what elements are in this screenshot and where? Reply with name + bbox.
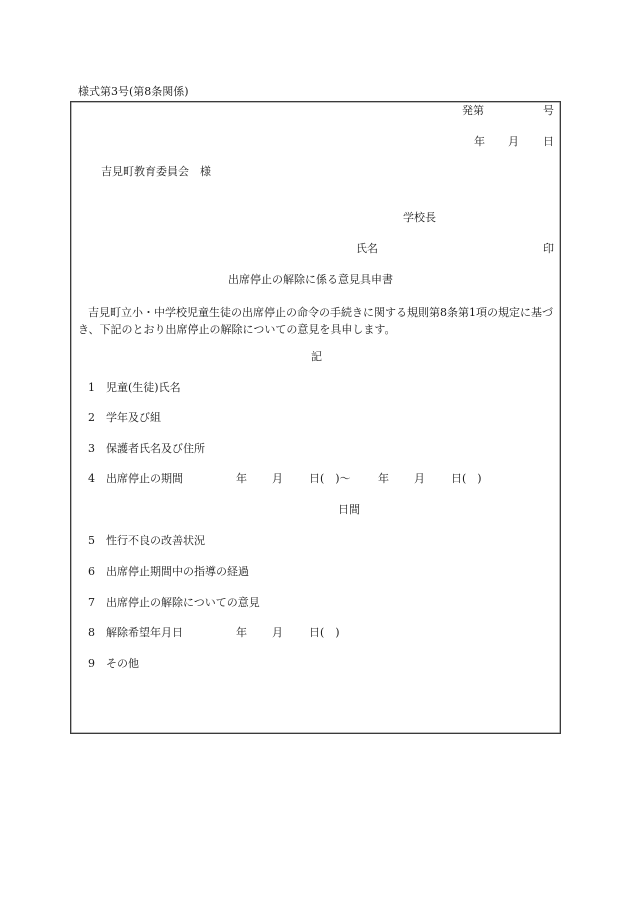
item-8 bbox=[88, 627, 183, 638]
item-1 bbox=[88, 382, 181, 393]
item-label: 出席停止の解除についての意見 bbox=[106, 596, 260, 609]
issue-number-prefix: 発第 bbox=[462, 104, 484, 117]
period-end-day: 日( ) bbox=[451, 472, 482, 485]
date-month-label: 月 bbox=[508, 135, 519, 148]
item-number: 5 bbox=[88, 534, 95, 547]
body-paragraph: 吉見町立小・中学校児童生徒の出席停止の命令の手続きに関する規則第8条第1項の規定に基づき、下記のとおり出席停止の解除についての意見を具申します。 bbox=[78, 306, 553, 336]
item-number: 8 bbox=[88, 626, 95, 639]
release-month: 月 bbox=[272, 626, 283, 639]
ki-heading: 記 bbox=[311, 350, 322, 363]
period-days-label: 日間 bbox=[338, 503, 360, 516]
release-day: 日( ) bbox=[309, 626, 340, 639]
item-label: 学年及び組 bbox=[106, 411, 161, 424]
item-label: 児童(生徒)氏名 bbox=[106, 381, 181, 394]
item-2 bbox=[88, 412, 161, 423]
item-7 bbox=[88, 597, 260, 608]
period-end-month: 月 bbox=[414, 472, 425, 485]
item-label: 性行不良の改善状況 bbox=[106, 534, 205, 547]
item-label: その他 bbox=[106, 657, 139, 670]
item-number: 3 bbox=[88, 442, 95, 455]
period-start-year: 年 bbox=[236, 472, 247, 485]
item-3 bbox=[88, 443, 205, 454]
item-6 bbox=[88, 566, 249, 577]
item-label: 出席停止期間中の指導の経過 bbox=[106, 565, 249, 578]
item-number: 2 bbox=[88, 411, 95, 424]
form-number-label: 様式第3号(第8条関係) bbox=[78, 85, 189, 98]
item-9 bbox=[88, 658, 139, 669]
item-label: 解除希望年月日 bbox=[106, 626, 183, 639]
item-number: 6 bbox=[88, 565, 95, 578]
date-day-label: 日 bbox=[543, 135, 554, 148]
period-start-day: 日( )〜 bbox=[309, 472, 351, 485]
item-number: 9 bbox=[88, 657, 95, 670]
period-start-month: 月 bbox=[272, 472, 283, 485]
item-4 bbox=[88, 473, 183, 484]
sender-title: 学校長 bbox=[403, 211, 436, 224]
seal-mark: 印 bbox=[543, 242, 554, 255]
date-year-label: 年 bbox=[474, 135, 485, 148]
item-label: 出席停止の期間 bbox=[106, 472, 183, 485]
item-number: 7 bbox=[88, 596, 95, 609]
item-label: 保護者氏名及び住所 bbox=[106, 442, 205, 455]
item-5 bbox=[88, 535, 205, 546]
document-title: 出席停止の解除に係る意見具申書 bbox=[228, 273, 393, 286]
item-number: 1 bbox=[88, 381, 95, 394]
period-end-year: 年 bbox=[378, 472, 389, 485]
addressee: 吉見町教育委員会 様 bbox=[101, 165, 211, 178]
name-label: 氏名 bbox=[356, 242, 378, 255]
issue-number-suffix: 号 bbox=[543, 104, 554, 117]
item-number: 4 bbox=[88, 472, 95, 485]
release-year: 年 bbox=[236, 626, 247, 639]
